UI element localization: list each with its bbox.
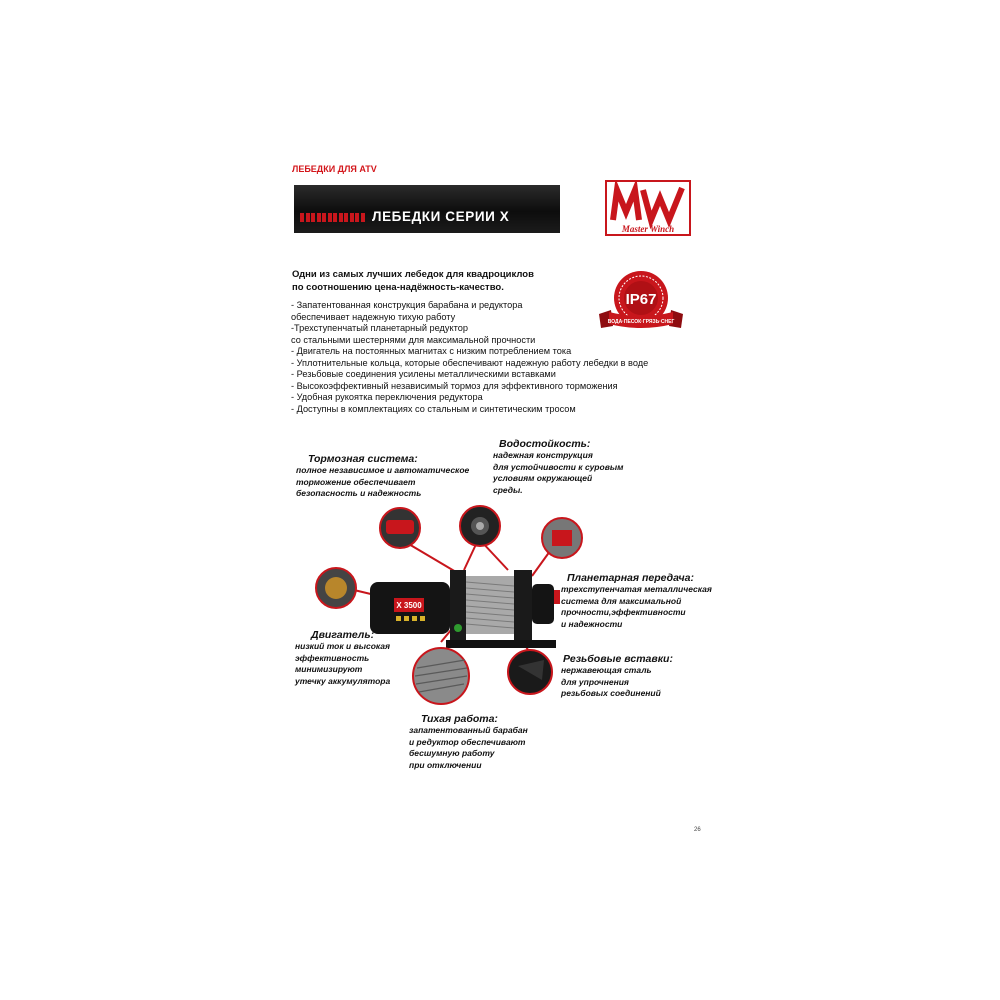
callout-title: Водостойкость: [499, 438, 591, 450]
motor-detail-bubble [316, 568, 356, 608]
clutch-lever [554, 590, 560, 604]
callout-water [493, 438, 624, 496]
feature-item: - Запатентованная конструкция барабана и редуктора [291, 300, 523, 310]
cable-detail-bubble [413, 648, 469, 704]
page-number: 26 [694, 827, 701, 833]
drum-end-right [514, 570, 532, 642]
feature-item: обеспечивает надежную тихую работу [291, 311, 456, 322]
winch-diagram [296, 500, 596, 720]
callout-title: Тихая работа: [421, 713, 498, 725]
callout-title: Планетарная передача: [567, 572, 694, 584]
callout-line: надежная конструкция [493, 450, 593, 460]
feature-item: - Двигатель на постоянных магнитах с низким потреблением тока [291, 346, 572, 356]
callout-line: трехступенчатая металлическая [561, 584, 712, 594]
intro-text [292, 268, 534, 294]
intro-line: по соотношению цена-надёжность-качество. [292, 282, 504, 293]
thread-detail-bubble [508, 650, 552, 694]
callout-planetary [561, 572, 712, 630]
callout-line: среды. [493, 484, 523, 495]
callout-text [295, 641, 390, 687]
feature-item: - Удобная рукоятка переключения редуктора [291, 392, 483, 402]
callout-threads [563, 653, 673, 700]
features-list [291, 300, 648, 415]
feature-item: со стальными шестернями для максимальной прочности [291, 334, 536, 345]
callout-line: прочности,эффективности [561, 607, 686, 617]
brake-detail-bubble [380, 508, 420, 548]
page-title: ЛЕБЕДКИ СЕРИИ Х [372, 209, 510, 224]
banner-stripes [300, 213, 365, 222]
callout-title: Двигатель: [311, 629, 375, 641]
callout-line: условиям окружающей [493, 473, 593, 483]
seal-ribbon-text: ВОДА·ПЕСОК·ГРЯЗЬ·СНЕГ [607, 319, 675, 325]
callout-line: низкий ток и высокая [295, 641, 391, 651]
callout-text [296, 465, 469, 500]
callout-motor [295, 629, 391, 687]
feature-item: -Трехступенчатый планетарный редуктор [291, 323, 468, 333]
brand-caption: Master Winch [621, 224, 675, 234]
callout-line: безопасность и надежность [296, 488, 422, 498]
callout-line: при отключении [409, 759, 482, 770]
callout-text [561, 665, 673, 700]
callout-brake [296, 453, 470, 500]
drum-indicator [454, 624, 462, 632]
callout-line: резьбовых соединений [561, 688, 661, 698]
callout-text [561, 584, 712, 630]
feature-item: - Доступны в комплектациях со стальным и синтетическим тросом [291, 403, 576, 414]
callout-title: Тормозная система: [308, 453, 418, 465]
callout-quiet [409, 713, 528, 771]
callout-line: нержавеющая сталь [561, 665, 652, 675]
callout-line: система для максимальной [561, 595, 682, 606]
ip67-seal-icon [597, 268, 685, 338]
seal-detail-bubble [460, 506, 500, 546]
feature-item: - Резьбовые соединения усилены металлическими вставками [291, 369, 556, 379]
gearbox [532, 584, 554, 624]
callout-line: эффективность [295, 652, 370, 663]
callout-line: запатентованный барабан [409, 725, 528, 735]
callout-line: утечку аккумулятора [295, 675, 391, 686]
seal-badge-text: IP67 [625, 291, 657, 308]
callout-line: минимизируют [295, 664, 363, 674]
section-label: ЛЕБЕДКИ ДЛЯ ATV [292, 164, 377, 174]
gear-detail-bubble [542, 518, 582, 558]
callout-line: для устойчивости к суровым [493, 461, 624, 472]
cable-drum [466, 576, 514, 634]
mounting-base [446, 640, 556, 648]
feature-item: - Высокоэффективный независимый тормоз для эффективного торможения [291, 380, 618, 391]
callout-text [409, 725, 528, 771]
callout-line: и редуктор обеспечивают [409, 736, 526, 747]
callout-line: полное независимое и автоматическое [296, 465, 470, 475]
feature-item: - Уплотнительные кольца, которые обеспечивают надежную работу лебедки в воде [291, 357, 649, 368]
callout-title: Резьбовые вставки: [563, 653, 673, 665]
callout-line: бесшумную работу [409, 748, 495, 758]
callout-line: торможение обеспечивает [296, 476, 416, 487]
callout-line: для упрочнения [561, 676, 629, 687]
callout-text [493, 450, 623, 496]
intro-line: Одни из самых лучших лебедок для квадроциклов [292, 269, 534, 280]
model-badge-text: X 3500 [396, 601, 422, 610]
callout-line: и надежности [561, 618, 623, 629]
